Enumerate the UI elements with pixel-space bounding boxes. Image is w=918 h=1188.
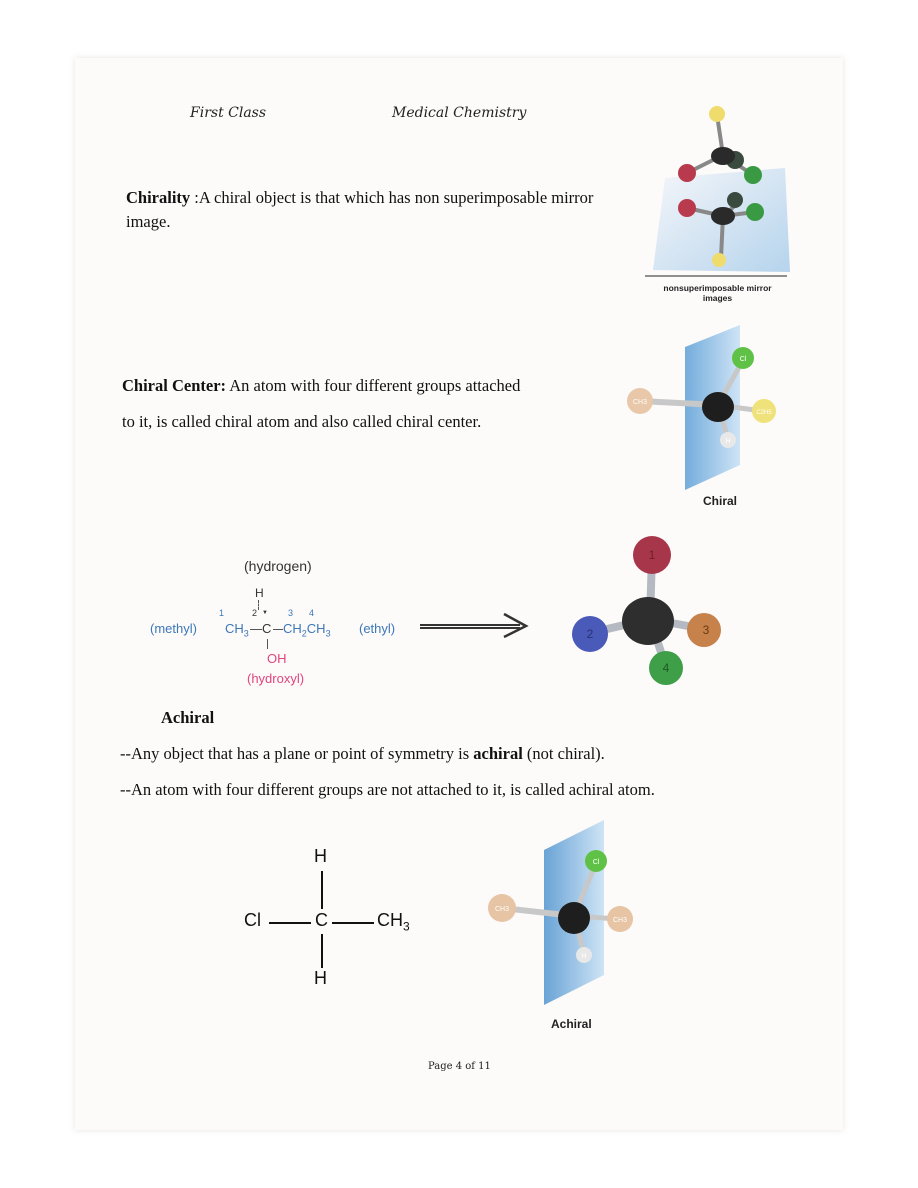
- h-bond: [258, 600, 260, 610]
- bond-right: [332, 922, 374, 924]
- bond-bottom: [321, 934, 323, 968]
- hydroxyl-label: (hydroxyl): [247, 671, 305, 686]
- center-c-atom: C: [315, 910, 328, 930]
- achiral-line2: --An atom with four different groups are not attached to it, is called achiral atom.: [120, 780, 655, 799]
- cl-atom: Cl: [244, 910, 261, 930]
- chiral-center-text1: An atom with four different groups attached: [226, 376, 521, 395]
- mirror-figure-caption: nonsuperimposable mirror images: [663, 283, 772, 303]
- ch3-atom: $CH_3$: [377, 910, 410, 934]
- cl-ball-label: Cl: [739, 356, 747, 363]
- number-3: 3: [288, 608, 294, 618]
- bond-c1-c2: [250, 629, 262, 630]
- ch2ch3-group: $CH_2CH_3$: [283, 621, 331, 639]
- chiral-center-term: Chiral Center:: [122, 376, 227, 395]
- h-achiral-ball-label: H: [581, 953, 587, 960]
- top-h-atom: H: [314, 846, 327, 866]
- group-4-label: 4: [662, 661, 670, 675]
- achiral-model-figure: [478, 815, 638, 1010]
- cl-achiral-ball-label: Cl: [592, 859, 600, 866]
- chirality-term: Chirality: [126, 188, 191, 207]
- group-2-label: 2: [586, 627, 594, 641]
- ch3-group: $CH_3$: [225, 621, 249, 639]
- carbon-achiral-ball: [558, 902, 590, 934]
- chirality-definition: [126, 186, 616, 234]
- group-3-label: 3: [702, 623, 710, 637]
- chiral-model-figure: [600, 325, 800, 495]
- ethyl-label: (ethyl): [359, 621, 396, 636]
- page-number: Page 4 of 11: [428, 1061, 491, 1072]
- mirror-images-figure: [645, 100, 805, 285]
- top-molecule: [678, 106, 762, 184]
- chiral-dot-icon: ▼: [262, 610, 268, 616]
- number-4: 4: [309, 608, 315, 618]
- chirality-text: :A chiral object is that which has non superimposable mirror image.: [126, 188, 594, 231]
- chiral-caption: Chiral: [703, 494, 738, 508]
- oh-group: OH: [267, 651, 287, 666]
- bond-left: [269, 922, 311, 924]
- bottom-h-atom: H: [314, 968, 327, 988]
- achiral-line1: --Any object that has a plane or point of symmetry is achiral (not chiral).: [120, 744, 605, 763]
- achiral-heading: Achiral: [161, 708, 215, 727]
- bond-top: [321, 871, 323, 909]
- methyl-label: (methyl): [150, 621, 197, 636]
- number-1: 1: [219, 608, 225, 618]
- central-carbon-ball: [622, 597, 674, 645]
- bond-c2-c3: [273, 629, 283, 630]
- header-center: Medical Chemistry: [392, 105, 527, 121]
- c2-atom: C: [262, 621, 272, 636]
- chiral-center-line1: [122, 374, 582, 398]
- hydrogen-label: (hydrogen): [244, 558, 312, 574]
- achiral-caption: Achiral: [551, 1017, 592, 1031]
- oh-bond: [267, 639, 268, 649]
- chloromethane-structure: [240, 846, 440, 986]
- header-left: First Class: [190, 105, 267, 121]
- c2h5-ball-label: C2H5: [756, 410, 772, 416]
- chiral-center-line2: to it, is called chiral atom and also called chiral center.: [122, 412, 482, 431]
- number-2: 2: [252, 608, 258, 618]
- ch3-right-ball-label: CH3: [612, 917, 628, 924]
- h-atom: H: [255, 586, 264, 600]
- carbon-ball: [702, 392, 734, 422]
- tetrahedral-model: [560, 535, 740, 695]
- ch3-left-ball-label: CH3: [494, 906, 510, 913]
- group-1-label: 1: [648, 548, 656, 562]
- right-arrow-icon: [418, 612, 530, 638]
- butanol-structure: [140, 555, 440, 695]
- ch3-ball-label: CH3: [632, 399, 648, 406]
- h-ball-label: H: [725, 438, 731, 445]
